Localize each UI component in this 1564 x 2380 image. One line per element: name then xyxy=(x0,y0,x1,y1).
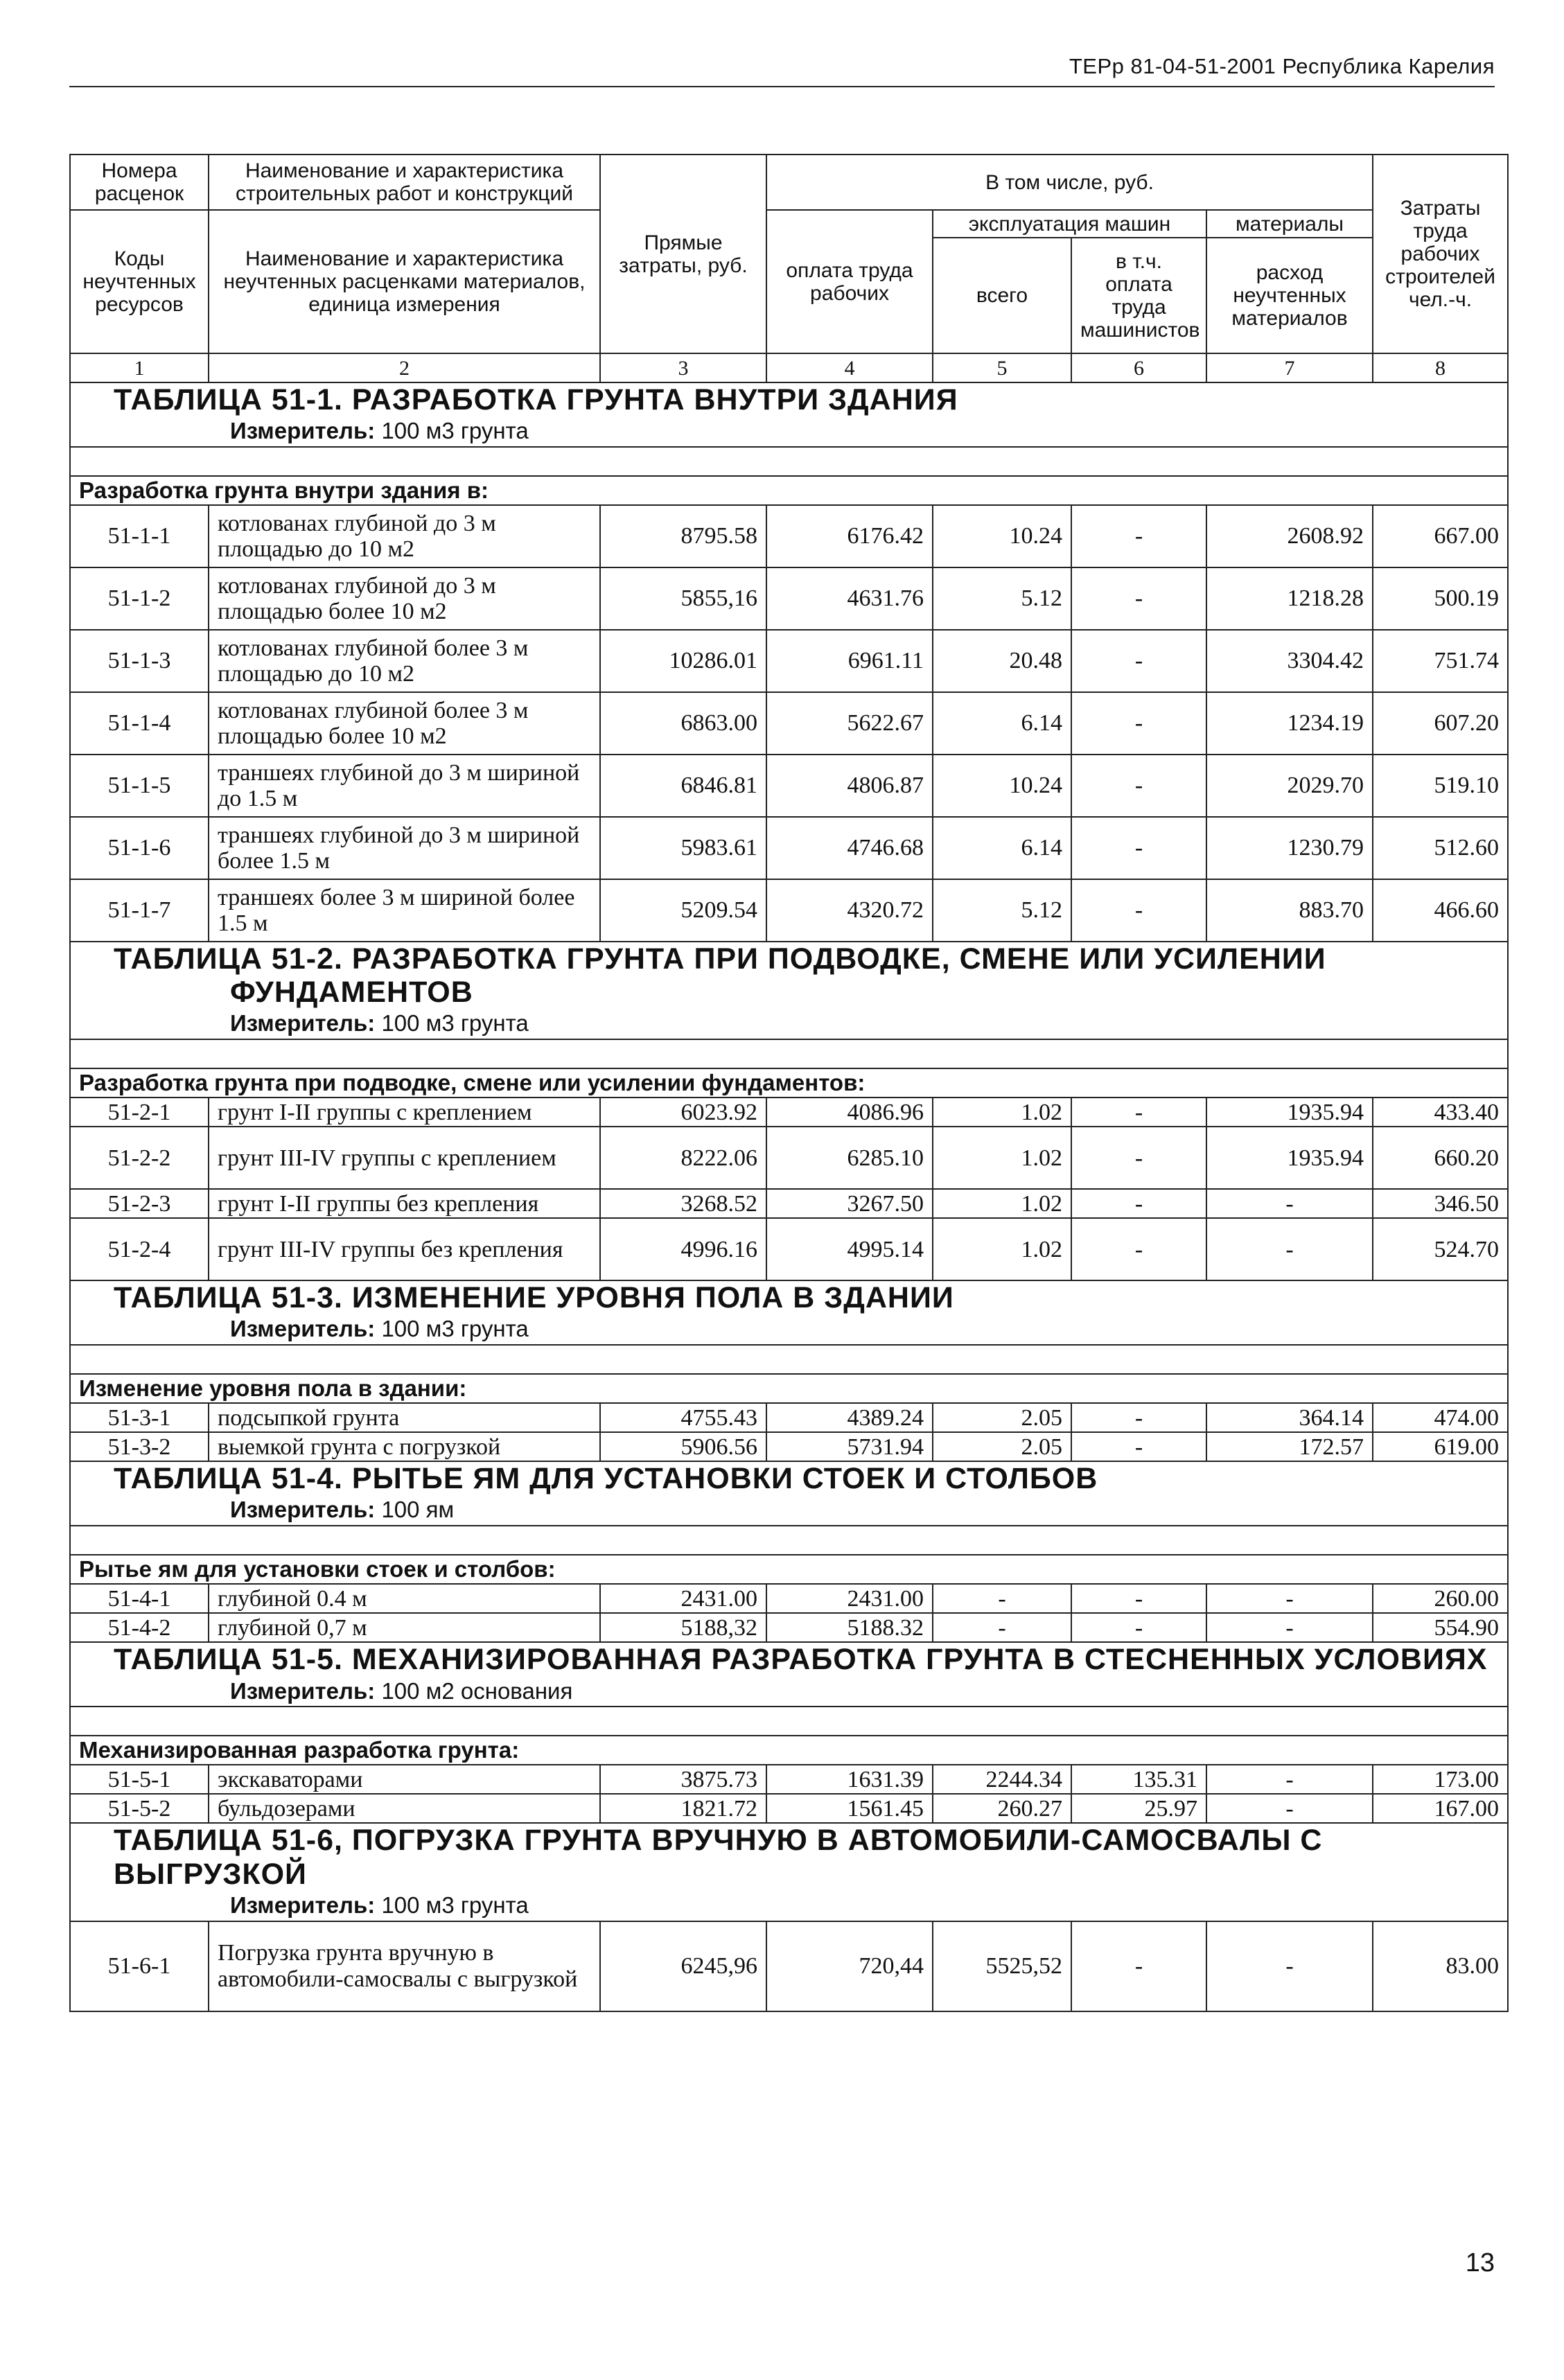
value-c4: 5731.94 xyxy=(766,1432,933,1461)
value-c8: 433.40 xyxy=(1373,1098,1508,1127)
page-number: 13 xyxy=(1465,2248,1495,2277)
rate-code: 51-3-2 xyxy=(70,1432,209,1461)
measure-unit: 100 м2 основания xyxy=(381,1677,573,1704)
col-number: 4 xyxy=(766,353,933,382)
table-row xyxy=(70,1189,1508,1218)
value-c7: - xyxy=(1206,1613,1373,1642)
table-title-block xyxy=(70,1823,1508,1921)
value-c7: - xyxy=(1206,1765,1373,1794)
value-c7: - xyxy=(1206,1794,1373,1823)
col-header-total: всего xyxy=(933,238,1071,353)
table-row xyxy=(70,879,1508,942)
section-heading: Разработка грунта внутри здания в: xyxy=(70,476,1508,505)
table-row xyxy=(70,1613,1508,1642)
work-name: экскаваторами xyxy=(209,1765,600,1794)
work-name: подсыпкой грунта xyxy=(209,1403,600,1432)
spacer xyxy=(70,1345,1508,1374)
value-c8: 500.19 xyxy=(1373,567,1508,630)
value-c3: 6863.00 xyxy=(600,692,766,755)
work-name: выемкой грунта с погрузкой xyxy=(209,1432,600,1461)
measure-line xyxy=(79,1891,1499,1921)
work-name: котлованах глубиной более 3 м площадью более 10 м2 xyxy=(209,692,600,755)
value-c5: 1.02 xyxy=(933,1098,1071,1127)
value-c5: 2244.34 xyxy=(933,1765,1071,1794)
rates-table xyxy=(69,154,1509,2012)
value-c8: 660.20 xyxy=(1373,1127,1508,1189)
spacer xyxy=(70,1526,1508,1555)
value-c7: 1935.94 xyxy=(1206,1127,1373,1189)
value-c3: 6023.92 xyxy=(600,1098,766,1127)
value-c8: 519.10 xyxy=(1373,755,1508,817)
measure-unit: 100 м3 грунта xyxy=(381,1316,529,1342)
value-c8: 260.00 xyxy=(1373,1584,1508,1613)
measure-unit: 100 м3 грунта xyxy=(381,1892,529,1918)
col-header-unaccounted-materials: расход неучтенных материалов xyxy=(1206,238,1373,353)
value-c7: 883.70 xyxy=(1206,879,1373,942)
value-c6: 135.31 xyxy=(1071,1765,1206,1794)
measure-label: Измеритель: xyxy=(230,418,376,444)
measure-label: Измеритель: xyxy=(230,1892,376,1918)
col-header-name: Наименование и характеристика строительных работ и конструкций xyxy=(209,155,600,210)
table-row xyxy=(70,630,1508,692)
rate-code: 51-3-1 xyxy=(70,1403,209,1432)
work-name: грунт I-II группы без крепления xyxy=(209,1189,600,1218)
table-row xyxy=(70,1765,1508,1794)
rate-code: 51-1-7 xyxy=(70,879,209,942)
value-c5: 1.02 xyxy=(933,1189,1071,1218)
measure-label: Измеритель: xyxy=(230,1316,376,1342)
work-name: траншеях глубиной до 3 м шириной более 1.5 м xyxy=(209,817,600,879)
rate-code: 51-2-4 xyxy=(70,1218,209,1280)
value-c6: - xyxy=(1071,1432,1206,1461)
value-c4: 1561.45 xyxy=(766,1794,933,1823)
value-c7: 2029.70 xyxy=(1206,755,1373,817)
measure-line xyxy=(79,416,1499,446)
value-c8: 167.00 xyxy=(1373,1794,1508,1823)
col-header-materials: материалы xyxy=(1206,210,1373,238)
value-c5: 5.12 xyxy=(933,879,1071,942)
value-c5: 5525,52 xyxy=(933,1921,1071,2011)
value-c3: 2431.00 xyxy=(600,1584,766,1613)
measure-unit: 100 ям xyxy=(381,1497,455,1523)
measure-unit: 100 м3 грунта xyxy=(381,1010,529,1037)
value-c4: 6176.42 xyxy=(766,505,933,567)
value-c7: 1230.79 xyxy=(1206,817,1373,879)
value-c6: - xyxy=(1071,630,1206,692)
value-c7: - xyxy=(1206,1218,1373,1280)
table-row xyxy=(70,1127,1508,1189)
value-c5: 2.05 xyxy=(933,1403,1071,1432)
value-c5: 10.24 xyxy=(933,505,1071,567)
value-c5: 10.24 xyxy=(933,755,1071,817)
table-title: ТАБЛИЦА 51-1. РАЗРАБОТКА ГРУНТА ВНУТРИ ЗДАНИЯ xyxy=(114,383,958,416)
value-c8: 667.00 xyxy=(1373,505,1508,567)
value-c3: 6245,96 xyxy=(600,1921,766,2011)
value-c6: - xyxy=(1071,1127,1206,1189)
work-name: Погрузка грунта вручную в автомобили-самосвалы с выгрузкой xyxy=(209,1921,600,2011)
value-c4: 5188.32 xyxy=(766,1613,933,1642)
col-number: 5 xyxy=(933,353,1071,382)
value-c8: 83.00 xyxy=(1373,1921,1508,2011)
col-header-materials-name: Наименование и характеристика неучтенных расценками материалов, единица измерения xyxy=(209,210,600,353)
value-c6: - xyxy=(1071,1098,1206,1127)
table-title-block xyxy=(70,382,1508,447)
value-c5: 6.14 xyxy=(933,817,1071,879)
work-name: котлованах глубиной до 3 м площадью до 10 м2 xyxy=(209,505,600,567)
value-c8: 512.60 xyxy=(1373,817,1508,879)
table-row xyxy=(70,567,1508,630)
value-c7: 1234.19 xyxy=(1206,692,1373,755)
value-c6: - xyxy=(1071,879,1206,942)
value-c4: 4746.68 xyxy=(766,817,933,879)
value-c5: 2.05 xyxy=(933,1432,1071,1461)
measure-line xyxy=(79,1314,1499,1344)
value-c5: - xyxy=(933,1584,1071,1613)
value-c3: 8795.58 xyxy=(600,505,766,567)
value-c7: 2608.92 xyxy=(1206,505,1373,567)
table-row xyxy=(70,1403,1508,1432)
value-c3: 5855,16 xyxy=(600,567,766,630)
value-c3: 1821.72 xyxy=(600,1794,766,1823)
value-c4: 2431.00 xyxy=(766,1584,933,1613)
section-heading: Изменение уровня пола в здании: xyxy=(70,1374,1508,1403)
col-number: 1 xyxy=(70,353,209,382)
value-c8: 346.50 xyxy=(1373,1189,1508,1218)
col-header-operator-wages: в т.ч. оплата труда машинистов xyxy=(1071,238,1206,353)
table-title-block xyxy=(70,1461,1508,1526)
value-c4: 3267.50 xyxy=(766,1189,933,1218)
value-c3: 6846.81 xyxy=(600,755,766,817)
table-title-block xyxy=(70,1642,1508,1707)
rate-code: 51-6-1 xyxy=(70,1921,209,2011)
work-name: грунт III-IV группы без крепления xyxy=(209,1218,600,1280)
value-c7: 172.57 xyxy=(1206,1432,1373,1461)
value-c6: - xyxy=(1071,817,1206,879)
col-number: 3 xyxy=(600,353,766,382)
value-c8: 607.20 xyxy=(1373,692,1508,755)
value-c3: 4755.43 xyxy=(600,1403,766,1432)
section-heading: Рытье ям для установки стоек и столбов: xyxy=(70,1555,1508,1584)
measure-unit: 100 м3 грунта xyxy=(381,418,529,444)
rate-code: 51-1-3 xyxy=(70,630,209,692)
table-row xyxy=(70,1098,1508,1127)
work-name: траншеях глубиной до 3 м шириной до 1.5 м xyxy=(209,755,600,817)
table-title: ТАБЛИЦА 51-6, ПОГРУЗКА ГРУНТА ВРУЧНУЮ В АВТОМОБИЛИ-САМОСВАЛЫ С ВЫГРУЗКОЙ xyxy=(114,1824,1323,1891)
rate-code: 51-2-2 xyxy=(70,1127,209,1189)
measure-line xyxy=(79,1495,1499,1525)
col-header-direct-costs: Прямые затраты, руб. xyxy=(600,155,766,353)
table-row xyxy=(70,1794,1508,1823)
col-header-codes: Номера расценок xyxy=(70,155,209,210)
spacer xyxy=(70,1039,1508,1068)
value-c4: 4806.87 xyxy=(766,755,933,817)
value-c6: - xyxy=(1071,1921,1206,2011)
table-title: ТАБЛИЦА 51-4. РЫТЬЕ ЯМ ДЛЯ УСТАНОВКИ СТОЕК И СТОЛБОВ xyxy=(114,1462,1098,1496)
table-title: ТАБЛИЦА 51-5. МЕХАНИЗИРОВАННАЯ РАЗРАБОТКА ГРУНТА В СТЕСНЕННЫХ УСЛОВИЯХ xyxy=(114,1643,1488,1677)
value-c3: 4996.16 xyxy=(600,1218,766,1280)
value-c3: 8222.06 xyxy=(600,1127,766,1189)
rate-code: 51-4-1 xyxy=(70,1584,209,1613)
table-row xyxy=(70,1921,1508,2011)
value-c4: 4631.76 xyxy=(766,567,933,630)
value-c3: 5983.61 xyxy=(600,817,766,879)
section-heading: Разработка грунта при подводке, смене или усилении фундаментов: xyxy=(70,1068,1508,1098)
rate-code: 51-5-2 xyxy=(70,1794,209,1823)
rate-code: 51-4-2 xyxy=(70,1613,209,1642)
value-c7: - xyxy=(1206,1584,1373,1613)
value-c5: 1.02 xyxy=(933,1218,1071,1280)
measure-label: Измеритель: xyxy=(230,1497,376,1523)
value-c5: - xyxy=(933,1613,1071,1642)
table-row xyxy=(70,692,1508,755)
value-c3: 5906.56 xyxy=(600,1432,766,1461)
value-c4: 4389.24 xyxy=(766,1403,933,1432)
table-title-continued: ФУНДАМЕНТОВ xyxy=(230,976,473,1010)
value-c8: 474.00 xyxy=(1373,1403,1508,1432)
value-c4: 6285.10 xyxy=(766,1127,933,1189)
work-name: бульдозерами xyxy=(209,1794,600,1823)
value-c7: - xyxy=(1206,1921,1373,2011)
rate-code: 51-1-4 xyxy=(70,692,209,755)
value-c4: 1631.39 xyxy=(766,1765,933,1794)
value-c4: 5622.67 xyxy=(766,692,933,755)
rate-code: 51-1-6 xyxy=(70,817,209,879)
spacer xyxy=(70,447,1508,476)
rate-code: 51-1-2 xyxy=(70,567,209,630)
measure-label: Измеритель: xyxy=(230,1010,376,1037)
work-name: котлованах глубиной до 3 м площадью более 10 м2 xyxy=(209,567,600,630)
value-c5: 1.02 xyxy=(933,1127,1071,1189)
value-c6: - xyxy=(1071,1613,1206,1642)
spacer xyxy=(70,1707,1508,1736)
value-c7: - xyxy=(1206,1189,1373,1218)
work-name: грунт I-II группы с креплением xyxy=(209,1098,600,1127)
value-c6: - xyxy=(1071,1584,1206,1613)
work-name: котлованах глубиной более 3 м площадью до 10 м2 xyxy=(209,630,600,692)
col-number: 7 xyxy=(1206,353,1373,382)
value-c6: - xyxy=(1071,755,1206,817)
value-c8: 524.70 xyxy=(1373,1218,1508,1280)
value-c8: 173.00 xyxy=(1373,1765,1508,1794)
work-name: траншеях более 3 м шириной более 1.5 м xyxy=(209,879,600,942)
col-header-resource-codes: Коды неучтенных ресурсов xyxy=(70,210,209,353)
table-row xyxy=(70,755,1508,817)
value-c3: 3268.52 xyxy=(600,1189,766,1218)
table-title: ТАБЛИЦА 51-2. РАЗРАБОТКА ГРУНТА ПРИ ПОДВОДКЕ, СМЕНЕ ИЛИ УСИЛЕНИИ xyxy=(114,942,1326,976)
value-c8: 619.00 xyxy=(1373,1432,1508,1461)
rate-code: 51-1-5 xyxy=(70,755,209,817)
value-c5: 6.14 xyxy=(933,692,1071,755)
value-c6: - xyxy=(1071,1403,1206,1432)
value-c4: 4086.96 xyxy=(766,1098,933,1127)
header-rule xyxy=(69,86,1495,87)
col-number: 6 xyxy=(1071,353,1206,382)
value-c4: 4320.72 xyxy=(766,879,933,942)
col-number: 2 xyxy=(209,353,600,382)
value-c5: 260.27 xyxy=(933,1794,1071,1823)
col-header-machines: эксплуатация машин xyxy=(933,210,1206,238)
value-c4: 6961.11 xyxy=(766,630,933,692)
measure-line xyxy=(79,1009,1499,1039)
col-header-labor: Затраты труда рабочих строителей чел.-ч. xyxy=(1373,155,1508,353)
work-name: грунт III-IV группы с креплением xyxy=(209,1127,600,1189)
value-c5: 5.12 xyxy=(933,567,1071,630)
section-heading: Механизированная разработка грунта: xyxy=(70,1736,1508,1765)
value-c6: 25.97 xyxy=(1071,1794,1206,1823)
value-c4: 4995.14 xyxy=(766,1218,933,1280)
value-c6: - xyxy=(1071,1218,1206,1280)
value-c7: 364.14 xyxy=(1206,1403,1373,1432)
value-c6: - xyxy=(1071,1189,1206,1218)
work-name: глубиной 0,7 м xyxy=(209,1613,600,1642)
rate-code: 51-5-1 xyxy=(70,1765,209,1794)
value-c7: 1218.28 xyxy=(1206,567,1373,630)
col-number: 8 xyxy=(1373,353,1508,382)
value-c7: 3304.42 xyxy=(1206,630,1373,692)
value-c3: 5188,32 xyxy=(600,1613,766,1642)
table-title: ТАБЛИЦА 51-3. ИЗМЕНЕНИЕ УРОВНЯ ПОЛА В ЗДАНИИ xyxy=(114,1281,954,1315)
value-c6: - xyxy=(1071,692,1206,755)
value-c7: 1935.94 xyxy=(1206,1098,1373,1127)
measure-line xyxy=(79,1677,1499,1707)
value-c5: 20.48 xyxy=(933,630,1071,692)
value-c6: - xyxy=(1071,567,1206,630)
measure-label: Измеритель: xyxy=(230,1677,376,1704)
table-row xyxy=(70,1432,1508,1461)
col-header-incl: В том числе, руб. xyxy=(766,155,1373,210)
table-title-block xyxy=(70,942,1508,1039)
rate-code: 51-2-1 xyxy=(70,1098,209,1127)
value-c8: 554.90 xyxy=(1373,1613,1508,1642)
value-c4: 720,44 xyxy=(766,1921,933,2011)
table-row xyxy=(70,505,1508,567)
value-c3: 3875.73 xyxy=(600,1765,766,1794)
value-c6: - xyxy=(1071,505,1206,567)
value-c8: 751.74 xyxy=(1373,630,1508,692)
value-c3: 10286.01 xyxy=(600,630,766,692)
value-c3: 5209.54 xyxy=(600,879,766,942)
table-row xyxy=(70,817,1508,879)
work-name: глубиной 0.4 м xyxy=(209,1584,600,1613)
table-row xyxy=(70,1218,1508,1280)
rate-code: 51-1-1 xyxy=(70,505,209,567)
table-row xyxy=(70,1584,1508,1613)
rate-code: 51-2-3 xyxy=(70,1189,209,1218)
value-c8: 466.60 xyxy=(1373,879,1508,942)
document-header: ТЕРр 81-04-51-2001 Республика Карелия xyxy=(1069,54,1495,78)
table-title-block xyxy=(70,1280,1508,1345)
col-header-wages: оплата труда рабочих xyxy=(766,210,933,353)
